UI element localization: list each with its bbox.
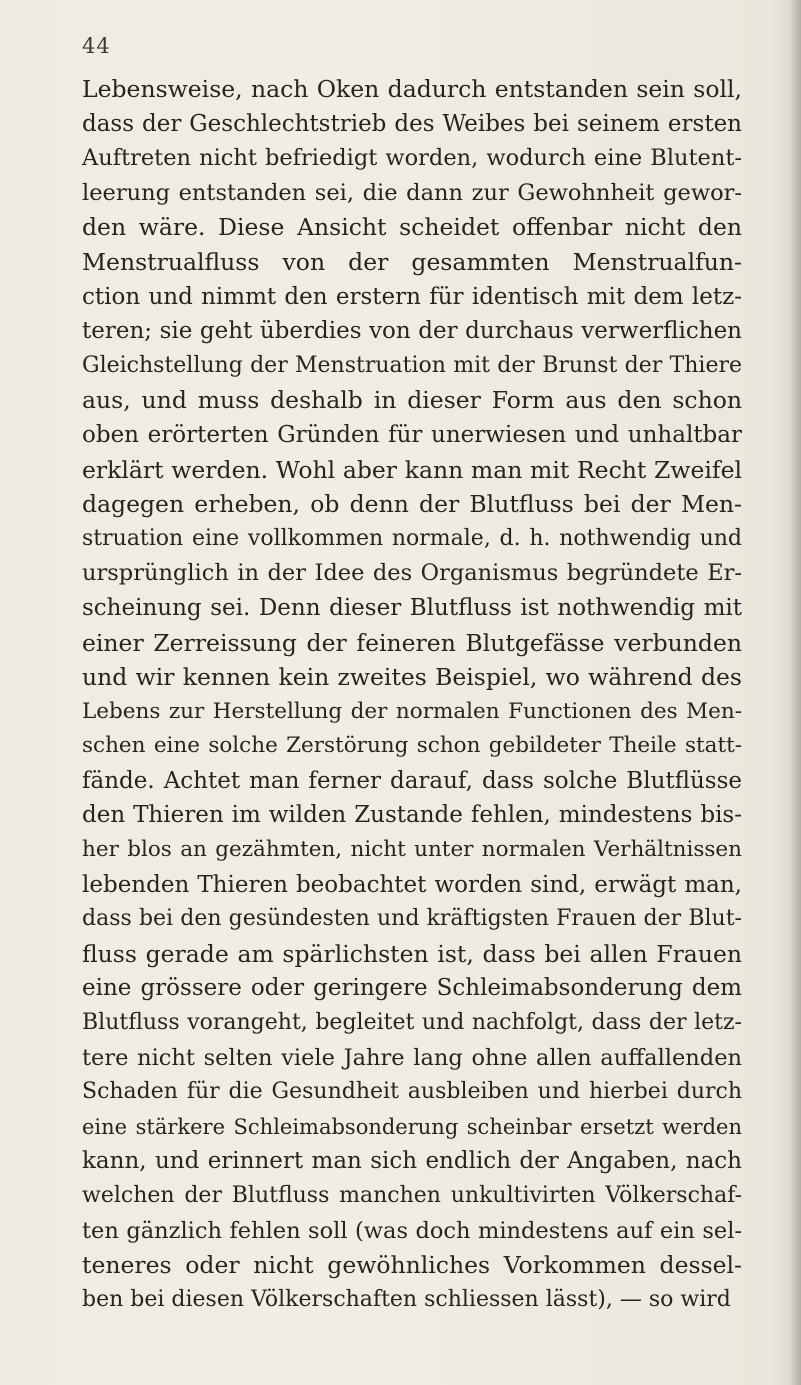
text-line: erklärt werden. Wohl aber kann man mit Recht Zweifel (82, 455, 742, 484)
text-line: dagegen erheben, ob denn der Blutfluss bei der Men- (82, 490, 742, 519)
text-line: Blutfluss vorangeht, begleitet und nachfolgt, dass der letz- (82, 1010, 742, 1036)
text-line: eine stärkere Schleimabsonderung scheinbar ersetzt werden (82, 1114, 742, 1139)
text-line: lebenden Thieren beobachtet worden sind, erwägt man, (82, 871, 742, 898)
text-line: dass bei den gesündesten und kräftigsten Frauen der Blut- (82, 906, 742, 932)
body-text (82, 72, 742, 1317)
text-line: den wäre. Diese Ansicht scheidet offenbar nicht den (82, 213, 742, 242)
text-line: Lebens zur Herstellung der normalen Functionen des Men- (82, 698, 742, 724)
text-line: tere nicht selten viele Jahre lang ohne allen auffallenden (82, 1044, 742, 1071)
text-line: schen eine solche Zerstörung schon gebildeter Theile statt- (82, 733, 742, 759)
text-line: her blos an gezähmten, nicht unter normalen Verhältnissen (82, 837, 742, 863)
text-line: ben bei diesen Völkerschaften schliessen lässt), — so wird (82, 1286, 731, 1312)
text-line: Gleichstellung der Menstruation mit der Brunst der Thiere (82, 352, 742, 378)
text-line: leerung entstanden sei, die dann zur Gewohnheit gewor- (82, 179, 742, 206)
text-line: den Thieren im wilden Zustande fehlen, mindestens bis- (82, 802, 742, 829)
text-line: Menstrualfluss von der gesammten Menstrualfun- (82, 247, 742, 276)
text-line: ction und nimmt den erstern für identisch mit dem letz- (82, 283, 742, 310)
text-line: oben erörterten Gründen für unerwiesen und unhaltbar (82, 421, 742, 448)
text-line: teren; sie geht überdies von der durchaus verwerflichen (82, 318, 742, 345)
text-line: struation eine vollkommen normale, d. h. nothwendig und (82, 525, 742, 551)
text-line: aus, und muss deshalb in dieser Form aus den schon (82, 386, 742, 415)
text-line: Auftreten nicht befriedigt worden, wodurch eine Blutent- (82, 145, 742, 172)
text-line: fände. Achtet man ferner darauf, dass solche Blutflüsse (82, 767, 742, 794)
page-edge-shadow (789, 0, 801, 1385)
text-line: und wir kennen kein zweites Beispiel, wo während des (82, 663, 742, 692)
text-line: einer Zerreissung der feineren Blutgefässe verbunden (82, 628, 742, 657)
page-number: 44 (82, 34, 111, 58)
text-line: ursprünglich in der Idee des Organismus begründete Er- (82, 560, 742, 587)
text-line: eine grössere oder geringere Schleimabsonderung dem (82, 975, 742, 1002)
text-line: dass der Geschlechtstrieb des Weibes bei seinem ersten (82, 110, 742, 137)
text-line: Schaden für die Gesundheit ausbleiben und hierbei durch (82, 1079, 742, 1105)
text-line: Lebensweise, nach Oken dadurch entstanden sein soll, (82, 75, 742, 103)
text-line: kann, und erinnert man sich endlich der Angaben, nach (82, 1148, 742, 1175)
text-line: teneres oder nicht gewöhnliches Vorkommen dessel- (82, 1251, 742, 1280)
text-line: scheinung sei. Denn dieser Blutfluss ist nothwendig mit (82, 594, 742, 621)
text-line: welchen der Blutfluss manchen unkultivirten Völkerschaf- (82, 1183, 742, 1208)
text-line: ten gänzlich fehlen soll (was doch mindestens auf ein sel- (82, 1217, 742, 1244)
text-line: fluss gerade am spärlichsten ist, dass bei allen Frauen (82, 939, 742, 968)
